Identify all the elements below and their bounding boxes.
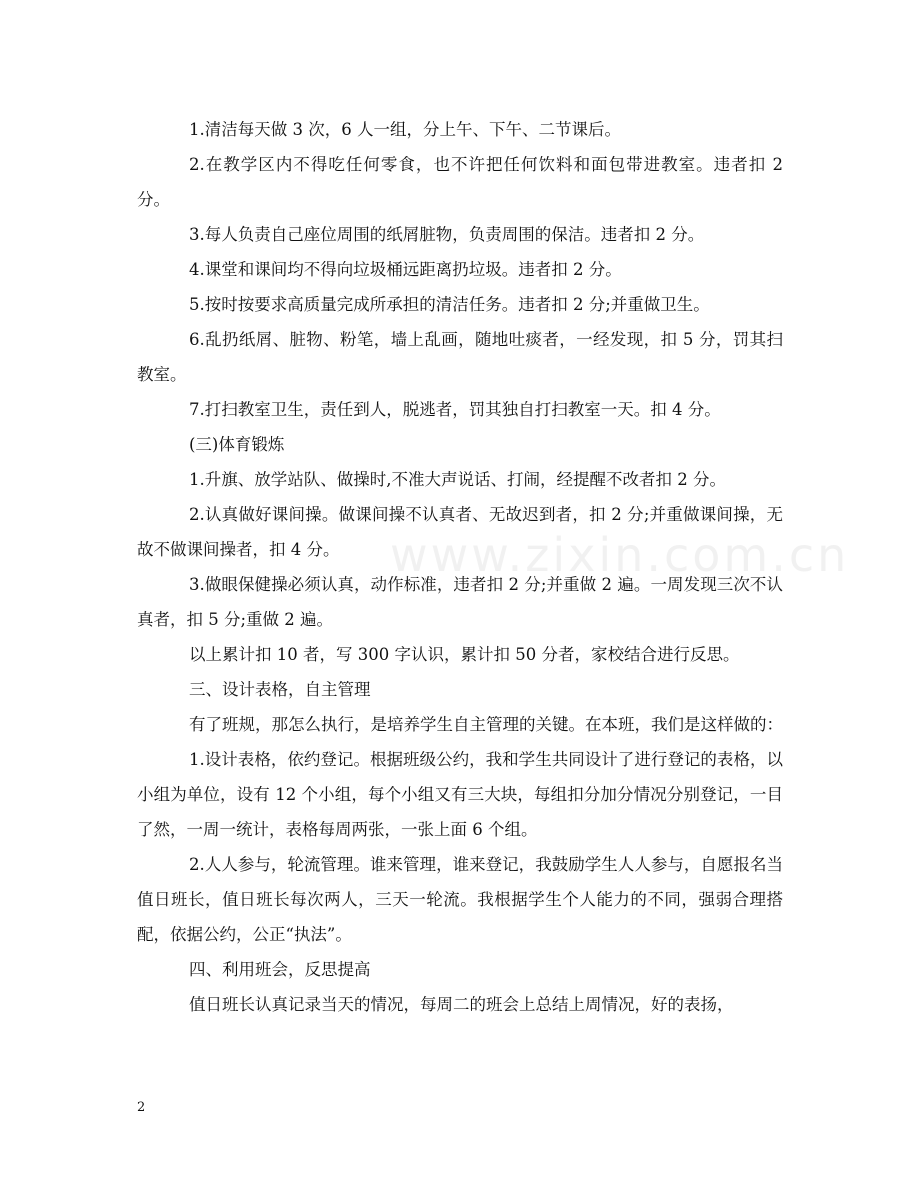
paragraph: 5.按时按要求高质量完成所承担的清洁任务。违者扣 2 分;并重做卫生。 — [189, 295, 710, 314]
paragraph: 值日班长认真记录当天的情况，每周二的班会上总结上周情况，好的表扬， — [189, 995, 734, 1014]
paragraph: 1.升旗、放学站队、做操时,不准大声说话、打闹，经提醒不改者扣 2 分。 — [189, 470, 726, 489]
paragraph: 2.人人参与，轮流管理。谁来管理，谁来登记，我鼓励学生人人参与，自愿报名当值日班长，值日班长每次两人，三天一轮流。我根据学生个人能力的不同，强弱合理搭配，依据公约，公正“执法”。 — [137, 855, 783, 944]
paragraph: 以上累计扣 10 者，写 300 字认识，累计扣 50 分者，家校结合进行反思。 — [189, 645, 740, 664]
paragraph: 有了班规，那怎么执行，是培养学生自主管理的关键。在本班，我们是这样做的： — [189, 715, 783, 734]
document-body — [137, 112, 789, 1022]
page-number: 2 — [137, 1100, 146, 1115]
section-heading: 三、设计表格，自主管理 — [189, 680, 371, 699]
paragraph: 4.课堂和课间均不得向垃圾桶远距离扔垃圾。违者扣 2 分。 — [189, 260, 622, 279]
watermark: www.zixin.com.cn — [390, 528, 850, 582]
paragraph: 2.认真做好课间操。做课间操不认真者、无故迟到者，扣 2 分;并重做课间操，无故不做课间操者，扣 4 分。 — [137, 505, 783, 559]
paragraph: 6.乱扔纸屑、脏物、粉笔，墙上乱画，随地吐痰者，一经发现，扣 5 分，罚其扫教室。 — [137, 330, 783, 384]
paragraph: 2.在教学区内不得吃任何零食，也不许把任何饮料和面包带进教室。违者扣 2 分。 — [137, 155, 789, 209]
paragraph: 3.每人负责自己座位周围的纸屑脏物，负责周围的保洁。违者扣 2 分。 — [189, 225, 705, 244]
section-heading: 四、利用班会，反思提高 — [189, 960, 371, 979]
paragraph: 3.做眼保健操必须认真，动作标准，违者扣 2 分;并重做 2 遍。一周发现三次不认真者，扣 5 分;重做 2 遍。 — [137, 575, 783, 629]
paragraph: 1.设计表格，依约登记。根据班级公约，我和学生共同设计了进行登记的表格，以小组为单位，设有 12 个小组，每个小组又有三大块，每组扣分加分情况分别登记，一目了然，一周一统计，表格每周两张，一张上面 6 个组。 — [137, 750, 783, 839]
section-heading: (三)体育锻炼 — [189, 435, 285, 454]
paragraph: 1.清洁每天做 3 次，6 人一组，分上午、下午、二节课后。 — [189, 120, 621, 139]
paragraph: 7.打扫教室卫生，责任到人，脱逃者，罚其独自打扫教室一天。扣 4 分。 — [189, 400, 721, 419]
